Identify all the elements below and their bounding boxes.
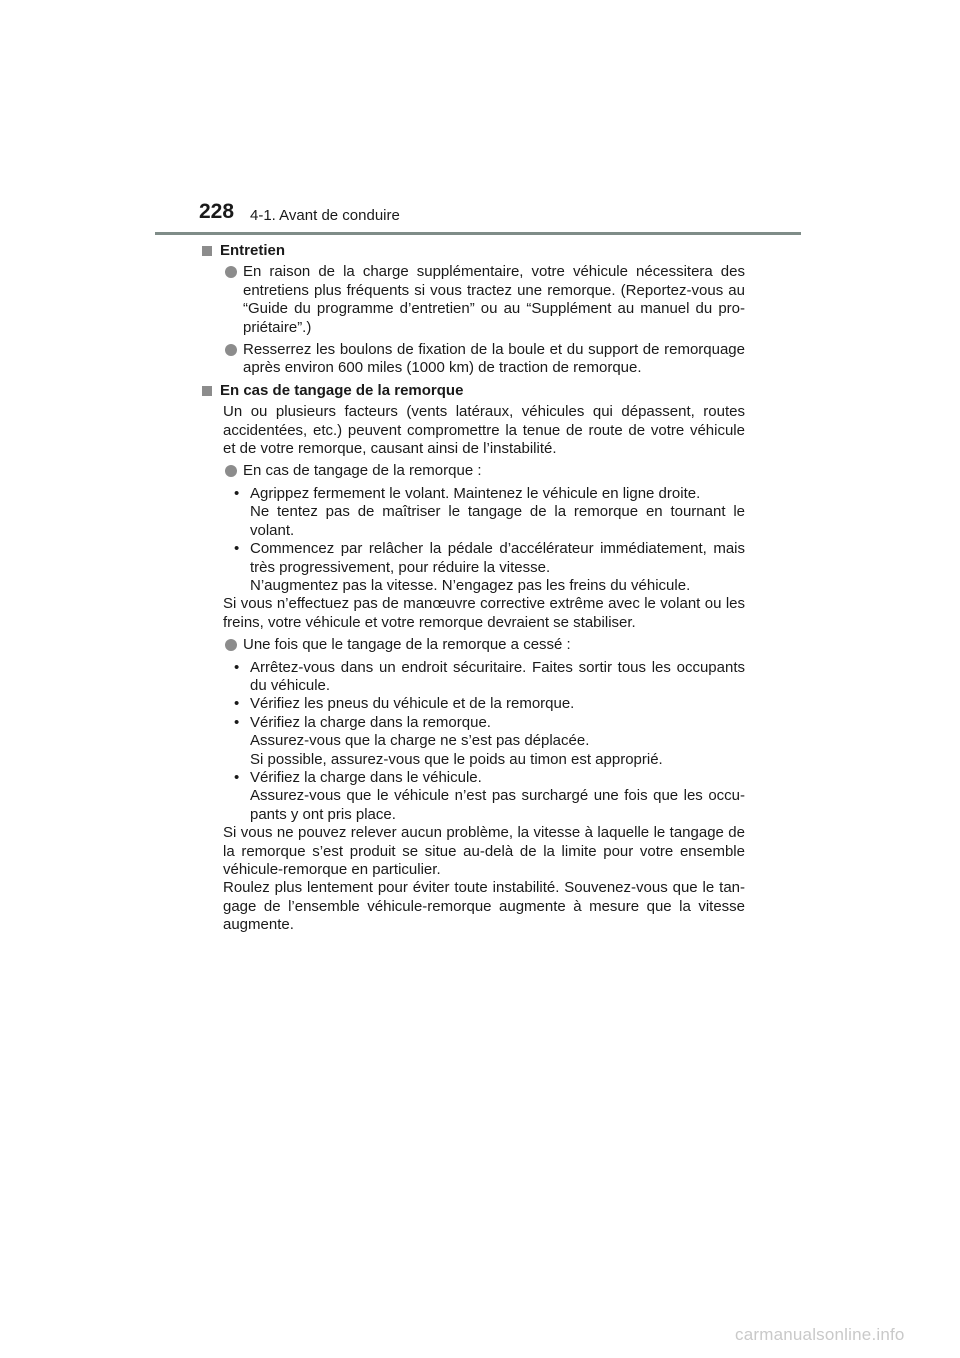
sub-bullet-item <box>200 485 745 503</box>
round-bullet-icon <box>225 639 237 651</box>
watermark-text: carmanualsonline.info <box>735 1325 905 1344</box>
sub-bullet-text: Agrippez fermement le volant. Maintenez le véhicule en ligne droite. <box>250 484 701 502</box>
sub-bullet-text: Commencez par relâcher la pédale d’accélérateur immédiatement, mais très progressivement, pour réduire la vitesse. <box>250 540 745 576</box>
header-divider <box>155 232 801 235</box>
page-content <box>200 242 745 939</box>
bullet-text: En cas de tangage de la remorque : <box>243 462 482 480</box>
sub-bullet-marker: • <box>234 540 240 558</box>
sub-bullet-text: Vérifiez les pneus du véhicule et de la remorque. <box>250 695 575 713</box>
bullet-item <box>200 462 745 480</box>
sub-bullet-text: Vérifiez la charge dans la remorque. <box>250 713 491 731</box>
paragraph: Si vous ne pouvez relever aucun problème, la vitesse à laquelle le tangage de la remorque s’est produit se situe au-delà de la limite pour votre ensemble véhicule-remorque en particulier. <box>223 824 745 878</box>
section-heading-text: Entretien <box>220 242 286 259</box>
section-heading-tangage <box>200 382 745 400</box>
paragraph: Si vous n’effectuez pas de manœuvre corrective extrême avec le volant ou les freins, votre véhicule et votre remorque devraient se stabiliser. <box>223 595 745 631</box>
paragraph: Roulez plus lentement pour éviter toute instabilité. Souvenez-vous que le tan-gage de l’ensemble véhicule-remorque augmente à mesure que la vitesse augmente. <box>223 879 745 934</box>
sub-bullet-marker: • <box>234 713 240 731</box>
bullet-item <box>200 341 745 378</box>
sub-bullet-text: Vérifiez la charge dans le véhicule. <box>250 768 482 786</box>
sub-bullet-marker: • <box>234 484 240 502</box>
bullet-text: En raison de la charge supplémentaire, votre véhicule nécessitera des entretiens plus fréquents si vous tractez une remorque. (Reportez-vous au “Guide du programme d’entretien” ou au “Supplément au manuel du pro-priétaire”.) <box>243 263 745 336</box>
paragraph: Un ou plusieurs facteurs (vents latéraux, véhicules qui dépassent, routes accidentées, etc.) peuvent compromettre la tenue de route de votre véhicule et de votre remorque, causant ainsi de l’instabilité. <box>223 403 745 458</box>
square-bullet-icon <box>202 246 212 256</box>
bullet-item <box>200 636 745 654</box>
sub-bullet-item <box>200 695 745 713</box>
square-bullet-icon <box>202 386 212 396</box>
bullet-text: Resserrez les boulons de fixation de la boule et du support de remorquage après environ 600 miles (1000 km) de traction de remorque. <box>243 341 745 377</box>
sub-bullet-item <box>200 659 745 696</box>
sub-bullet-continuation: Ne tentez pas de maîtriser le tangage de la remorque en tournant le volant. <box>250 503 745 539</box>
sub-bullet-continuation: Assurez-vous que la charge ne s’est pas déplacée. <box>250 732 590 750</box>
round-bullet-icon <box>225 465 237 477</box>
round-bullet-icon <box>225 266 237 278</box>
round-bullet-icon <box>225 344 237 356</box>
sub-bullet-text: Arrêtez-vous dans un endroit sécuritaire. Faites sortir tous les occupants du véhicule. <box>250 658 745 694</box>
sub-bullet-marker: • <box>234 695 240 713</box>
bullet-text: Une fois que le tangage de la remorque a cessé : <box>243 636 571 654</box>
sub-bullet-continuation: Assurez-vous que le véhicule n’est pas surchargé une fois que les occu-pants y ont pris place. <box>250 787 745 823</box>
sub-bullet-item <box>200 714 745 732</box>
sub-bullet-item <box>200 540 745 577</box>
sub-bullet-marker: • <box>234 658 240 676</box>
page-number: 228 <box>199 200 235 223</box>
sub-bullet-continuation: Si possible, assurez-vous que le poids au timon est approprié. <box>250 750 663 768</box>
sub-bullet-item <box>200 769 745 787</box>
page-header <box>0 0 960 240</box>
chapter-title: 4-1. Avant de conduire <box>250 207 400 224</box>
section-heading-entretien <box>200 242 745 260</box>
sub-bullet-marker: • <box>234 768 240 786</box>
section-heading-text: En cas de tangage de la remorque <box>220 381 464 399</box>
sub-bullet-continuation: N’augmentez pas la vitesse. N’engagez pas les freins du véhicule. <box>250 576 691 594</box>
bullet-item <box>200 263 745 337</box>
